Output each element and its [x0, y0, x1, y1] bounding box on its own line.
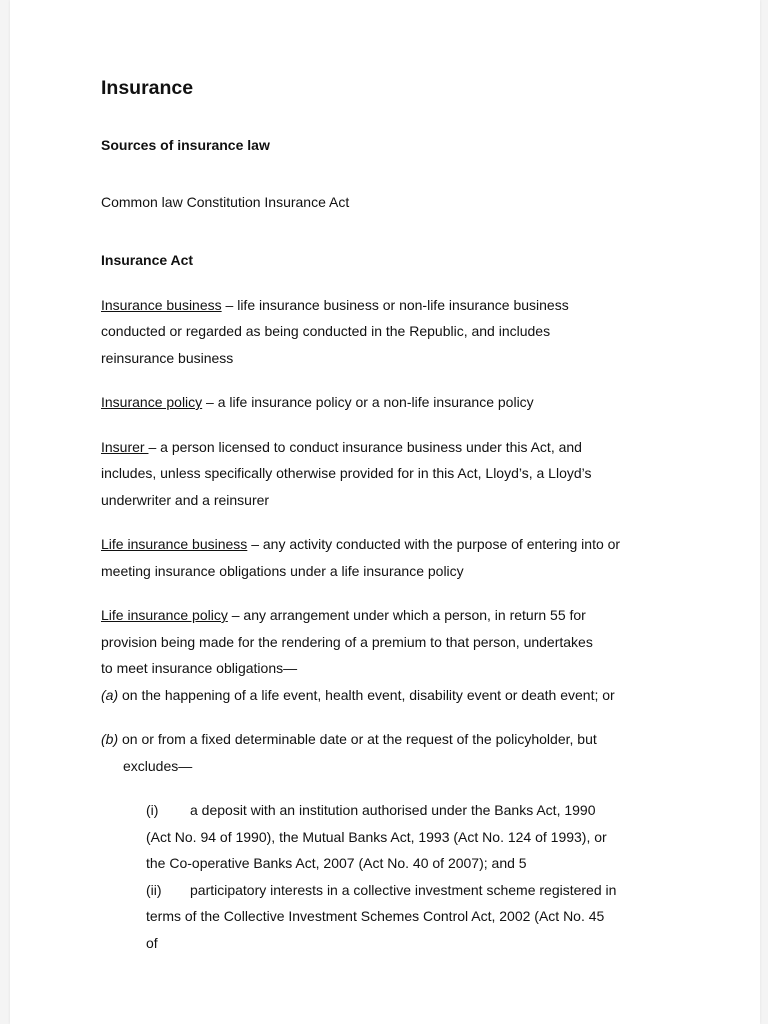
item-ii-line: terms of the Collective Investment Schemes Control Act, 2002 (Act No. 45 — [146, 908, 605, 924]
exclusions-list — [101, 797, 701, 956]
item-b-text: on or from a fixed determinable date or at the request of the policyholder, but — [118, 731, 597, 747]
item-i-line: the Co-operative Banks Act, 2007 (Act No. 40 of 2007); and 5 — [146, 855, 527, 871]
item-b-excludes: excludes— — [123, 757, 193, 774]
definition-insurance-policy — [101, 389, 701, 416]
definition-line: meeting insurance obligations under a life insurance policy — [101, 562, 464, 579]
item-a — [101, 682, 701, 709]
item-ii-line — [146, 877, 701, 904]
definition-line: underwriter and a reinsurer — [101, 491, 270, 508]
item-b — [101, 726, 701, 779]
definition-line — [101, 292, 701, 319]
definition-line: reinsurance business — [101, 349, 234, 366]
definition-life-insurance-business — [101, 531, 701, 584]
definition-insurer — [101, 434, 701, 514]
definition-life-insurance-policy — [101, 602, 701, 708]
item-i-label: (i) — [146, 802, 159, 818]
defined-term: Insurance business — [101, 296, 222, 313]
defined-term: Life insurance business — [101, 536, 248, 552]
sources-heading: Sources of insurance law — [101, 137, 270, 153]
item-ii-line: of — [146, 934, 158, 951]
item-i-line — [146, 797, 701, 824]
item-a-label: (a) — [101, 686, 119, 703]
definition-line — [101, 602, 701, 629]
definition-line: conducted or regarded as being conducted in the Republic, and includes — [101, 323, 551, 339]
act-heading: Insurance Act — [101, 252, 194, 268]
item-ii-label: (ii) — [146, 881, 162, 898]
definition-text: – life insurance business or non-life insurance business — [221, 296, 569, 313]
defined-term: Insurer — [101, 438, 149, 455]
definition-line — [101, 434, 701, 461]
definition-text: – any arrangement under which a person, in return 55 for — [227, 607, 586, 623]
item-b-line — [101, 726, 701, 753]
item-a-text: on the happening of a life event, health event, disability event or death event; or — [118, 686, 615, 703]
document-page — [10, 0, 760, 1024]
definition-line: provision being made for the rendering of a premium to that person, undertakes — [101, 633, 593, 650]
defined-term: Insurance policy — [101, 394, 203, 410]
definition-insurance-business — [101, 292, 701, 372]
definition-line: includes, unless specifically otherwise provided for in this Act, Lloyd’s, a Lloyd’s — [101, 465, 592, 481]
item-i-text: a deposit with an institution authorised under the Banks Act, 1990 — [190, 802, 596, 818]
item-ii-text: participatory interests in a collective investment scheme registered in — [190, 881, 617, 898]
definition-text: – a life insurance policy or a non-life insurance policy — [202, 394, 534, 410]
definition-text: – a person licensed to conduct insurance business under this Act, and — [148, 438, 582, 455]
document-title: Insurance — [101, 77, 194, 99]
definition-text: – any activity conducted with the purpose of entering into or — [247, 536, 621, 552]
document-content — [101, 74, 701, 956]
definition-line — [101, 389, 701, 416]
sources-text: Common law Constitution Insurance Act — [101, 193, 350, 210]
defined-term: Life insurance policy — [101, 607, 228, 623]
definition-line — [101, 531, 701, 558]
definition-line: to meet insurance obligations— — [101, 660, 298, 676]
item-b-label: (b) — [101, 731, 119, 747]
item-i-line: (Act No. 94 of 1990), the Mutual Banks Act, 1993 (Act No. 124 of 1993), or — [146, 828, 607, 845]
